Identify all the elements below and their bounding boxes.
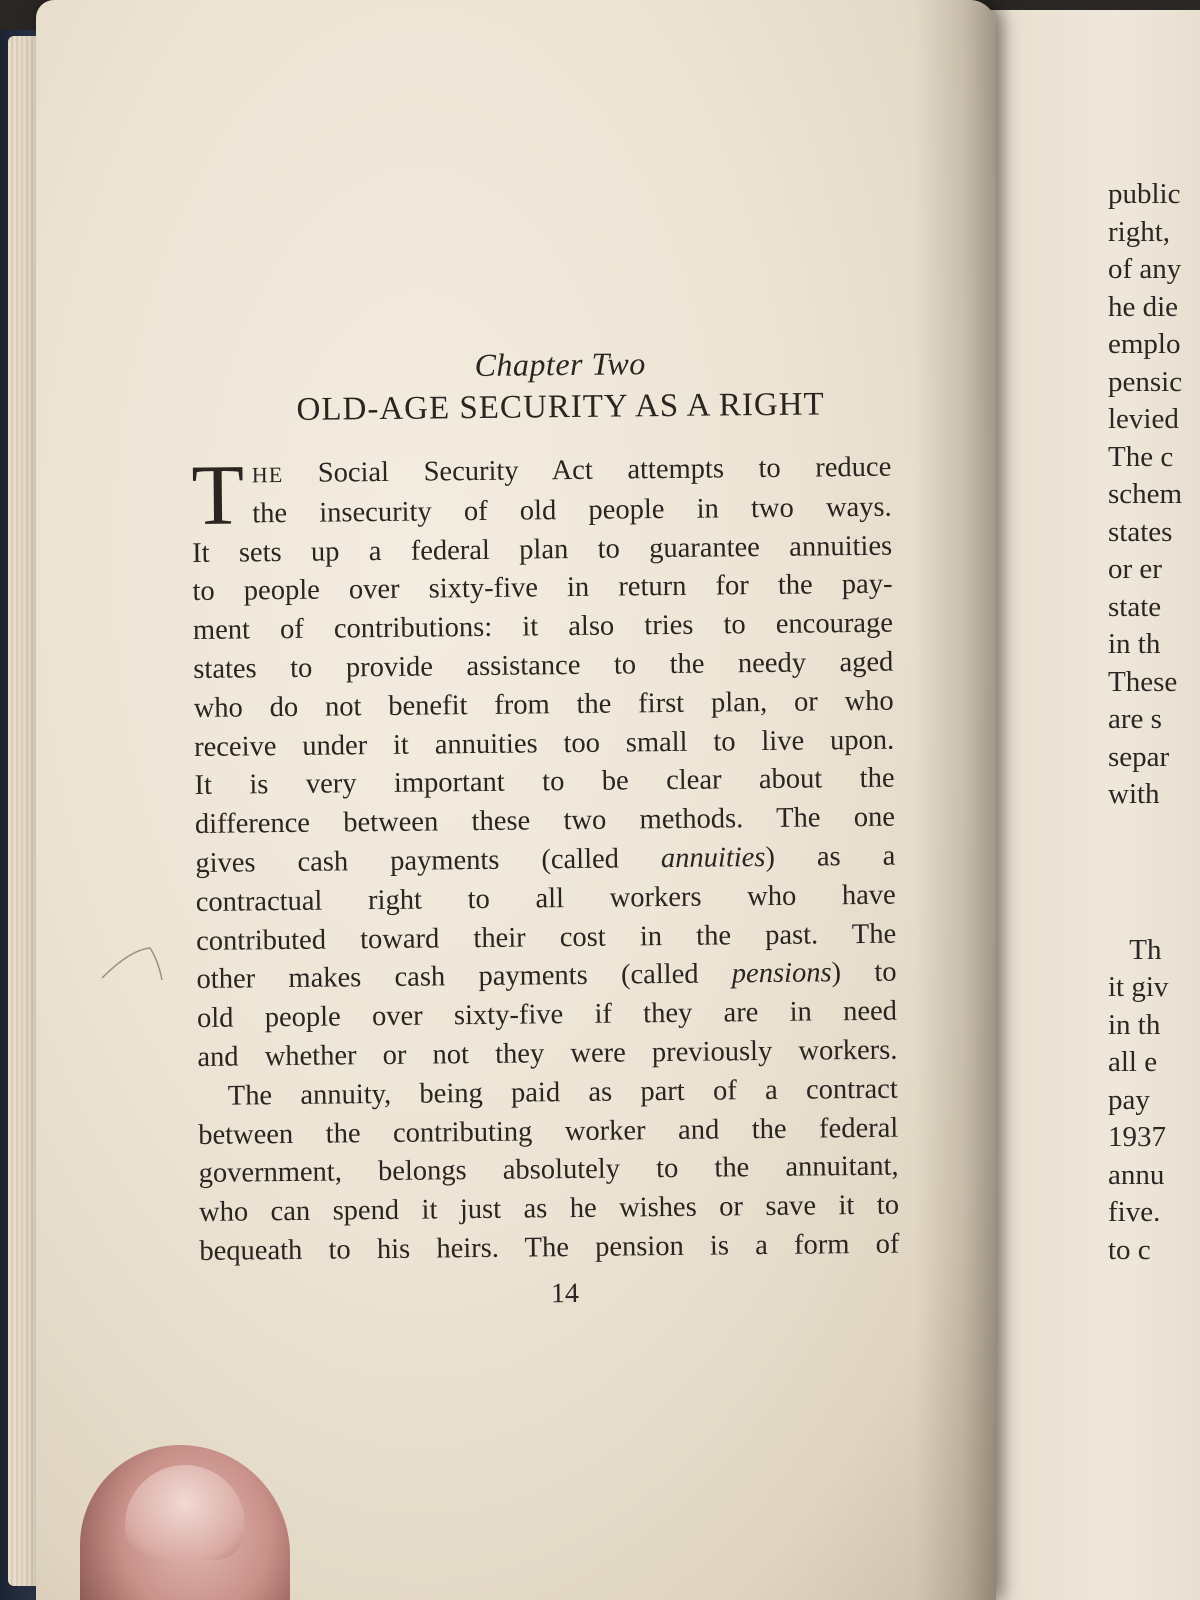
right-page-line: states <box>1108 515 1173 548</box>
right-page-line: in th <box>1108 628 1161 660</box>
pencil-mark-icon <box>100 940 170 990</box>
text-line: who do not benefit from the first plan, or who <box>193 685 894 724</box>
right-page-text <box>1108 176 1200 1269</box>
right-page-line: These <box>1108 665 1178 698</box>
italic-annuities: annuities <box>660 841 766 875</box>
text-line: It sets up a federal plan to guarantee annuities <box>191 530 893 569</box>
right-page-line: Th <box>1108 933 1162 966</box>
right-page-line: to c <box>1108 1233 1151 1266</box>
text-segment: gives cash payments (called <box>195 843 662 879</box>
text-line: old people over sixty-five if they are in need <box>196 995 898 1035</box>
chapter-title: OLD-AGE SECURITY AS A RIGHT <box>296 386 825 428</box>
right-page-line: emplo <box>1108 328 1181 360</box>
text-segment: ) to <box>831 956 897 989</box>
text-line <box>191 449 891 496</box>
drop-cap: T <box>191 446 245 543</box>
text-line: to people over sixty-five in return for the pay- <box>192 569 893 608</box>
text-line: It is very important to be clear about the <box>194 763 895 802</box>
right-page-line: it giv <box>1108 971 1169 1003</box>
right-page-line: are s <box>1108 703 1162 735</box>
text-line: difference between these two methods. The one <box>194 801 896 841</box>
right-page-line: or er <box>1108 553 1162 585</box>
right-page-line: annu <box>1108 1158 1165 1191</box>
text-line: between the contributing worker and the federal <box>198 1112 899 1151</box>
text-line: contractual right to all workers who have <box>195 879 896 918</box>
text-line: bequeath to his heirs. The pension is a form of <box>199 1228 900 1267</box>
text-line: ment of contributions: it also tries to encourage <box>192 607 894 647</box>
right-page-gap <box>1108 814 1200 932</box>
right-page-line: 1937 <box>1108 1121 1166 1153</box>
text-segment: ) as a <box>765 840 896 873</box>
text-line: who can spend it just as he wishes or save it to <box>198 1189 900 1229</box>
text-line: The annuity, being paid as part of a contract <box>227 1073 898 1112</box>
right-page-line: pay <box>1108 1083 1150 1116</box>
text-line: receive under it annuities too small to live upon. <box>193 724 895 763</box>
text-line: states to provide assistance to the needy aged <box>193 646 894 685</box>
page-text-block <box>190 343 900 1314</box>
text-segment: other makes cash payments (called <box>196 958 733 996</box>
page-number: 14 <box>550 1277 580 1310</box>
text-line: government, belongs absolutely to the annuitant, <box>198 1150 899 1190</box>
text-line: and whether or not they were previously workers. <box>197 1034 898 1073</box>
gutter-shadow <box>916 0 996 1600</box>
text-line-content: Social Security Act attempts to reduce <box>317 451 892 489</box>
right-page-line: five. <box>1108 1196 1161 1228</box>
right-page-line: public <box>1108 178 1181 210</box>
body-text <box>191 446 900 1272</box>
chapter-label: Chapter Two <box>474 345 646 384</box>
text-line: the insecurity of old people in two ways. <box>252 491 892 530</box>
text-line: contributed toward their cost in the past. The <box>196 918 897 957</box>
right-page-line: pensic <box>1108 365 1183 398</box>
right-page-line: of any <box>1108 253 1182 285</box>
right-page-line: he die <box>1108 290 1179 323</box>
right-page-line: separ <box>1108 740 1170 773</box>
italic-pensions: pensions <box>731 957 832 990</box>
first-word-smallcaps: HE <box>251 462 284 488</box>
right-page-line: all e <box>1108 1046 1158 1078</box>
right-page-line: with <box>1108 778 1160 810</box>
right-page-line: right, <box>1108 215 1171 248</box>
right-page-line: The c <box>1108 440 1174 473</box>
right-page-line: levied <box>1108 403 1179 435</box>
right-page-line: schem <box>1108 478 1183 510</box>
right-page-line: state <box>1108 590 1162 623</box>
right-page-line: in th <box>1108 1008 1161 1041</box>
